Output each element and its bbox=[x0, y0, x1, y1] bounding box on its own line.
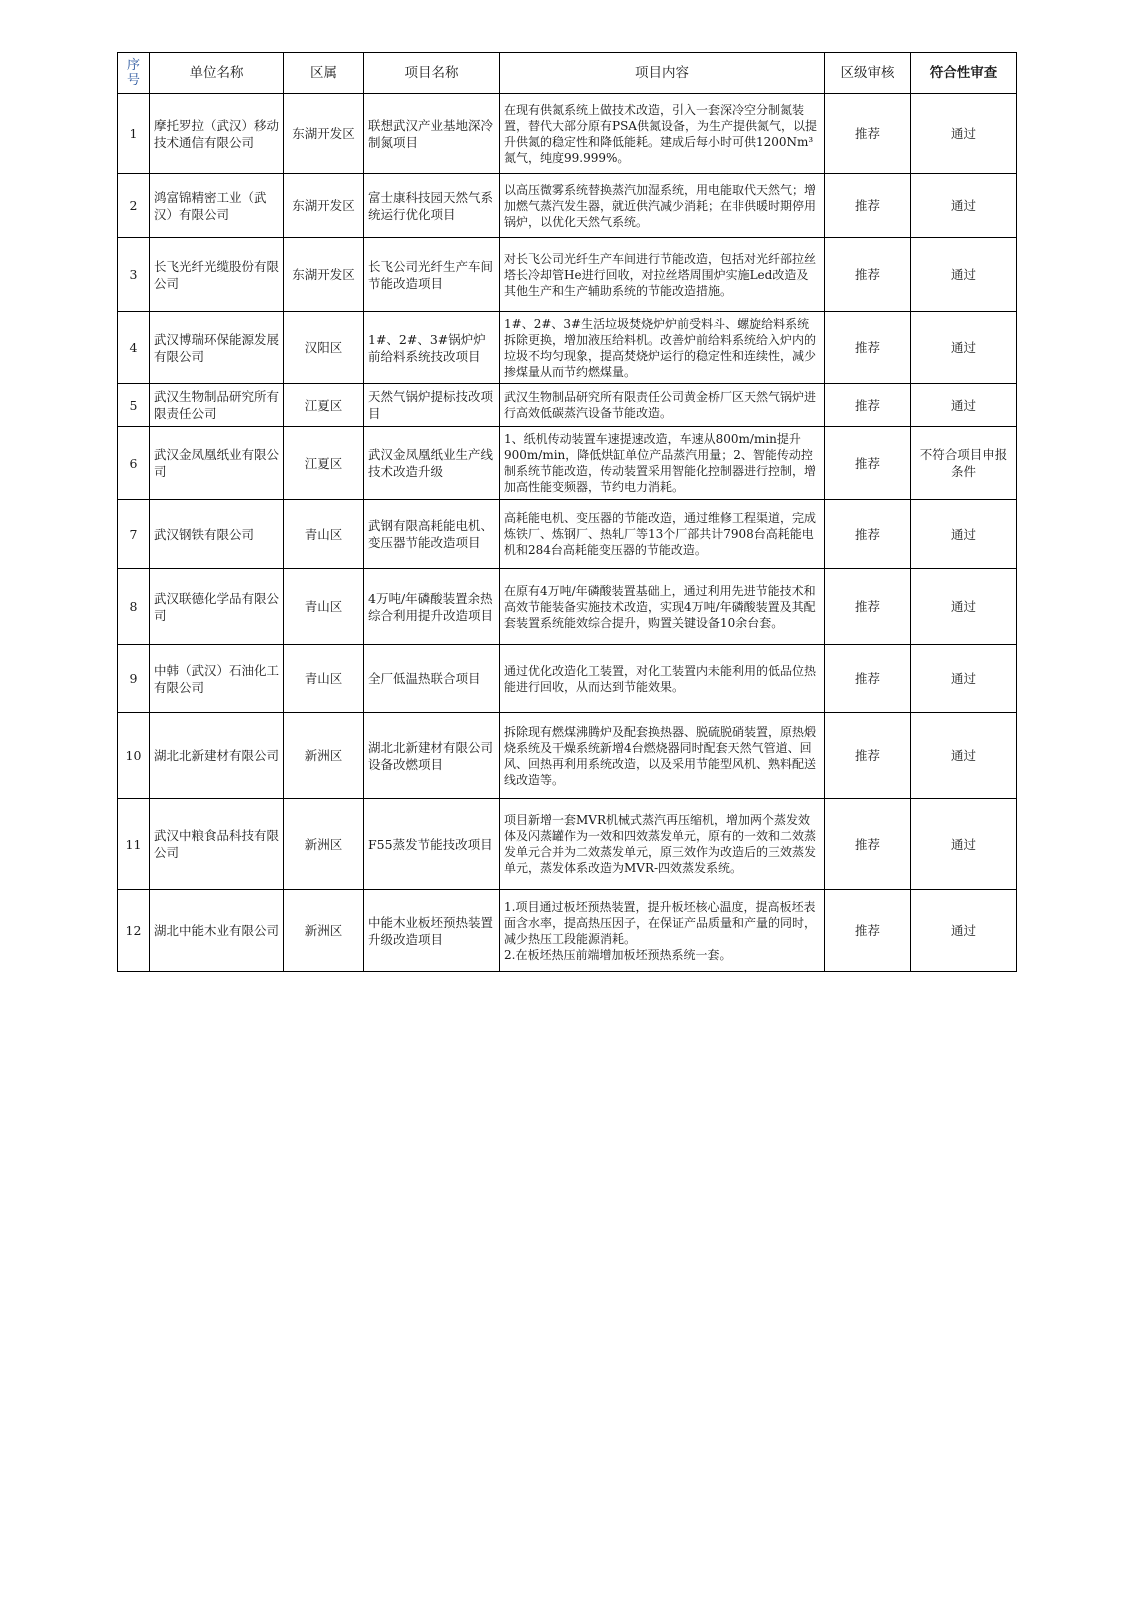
project-name: 1#、2#、3#锅炉炉前给料系统技改项目 bbox=[364, 312, 500, 384]
project-content: 1、纸机传动装置车速提速改造，车速从800m/min提升900m/min，降低烘缸单位产品蒸汽用量；2、智能传动控制系统节能改造，传动装置采用智能化控制器进行控制，增加高性能变频器，节约电力消耗。 bbox=[500, 427, 825, 500]
row-number: 4 bbox=[118, 312, 150, 384]
project-content: 对长飞公司光纤生产车间进行节能改造，包括对光纤部拉丝塔长冷却管He进行回收，对拉丝塔周围炉实施Led改造及其他生产和生产辅助系统的节能改造措施。 bbox=[500, 238, 825, 312]
compliance-result: 通过 bbox=[911, 94, 1017, 174]
table-row bbox=[118, 645, 1017, 713]
unit-name: 长飞光纤光缆股份有限公司 bbox=[150, 238, 284, 312]
compliance-result: 不符合项目申报条件 bbox=[911, 427, 1017, 500]
district-review: 推荐 bbox=[825, 174, 911, 238]
project-content: 武汉生物制品研究所有限责任公司黄金桥厂区天然气锅炉进行高效低碳蒸汽设备节能改造。 bbox=[500, 384, 825, 427]
project-content: 1.项目通过板坯预热装置，提升板坯核心温度，提高板坯表面含水率，提高热压因子，在保证产品质量和产量的同时，减少热压工段能源消耗。 2.在板坯热压前端增加板坯预热系统一套。 bbox=[500, 890, 825, 972]
unit-name: 武汉生物制品研究所有限责任公司 bbox=[150, 384, 284, 427]
district: 东湖开发区 bbox=[284, 174, 364, 238]
project-content: 通过优化改造化工装置，对化工装置内未能利用的低品位热能进行回收，从而达到节能效果。 bbox=[500, 645, 825, 713]
header-seq: 序号 bbox=[118, 53, 150, 94]
header-unit: 单位名称 bbox=[150, 53, 284, 94]
district: 青山区 bbox=[284, 645, 364, 713]
header-content: 项目内容 bbox=[500, 53, 825, 94]
table-row bbox=[118, 713, 1017, 799]
compliance-result: 通过 bbox=[911, 174, 1017, 238]
project-name: 全厂低温热联合项目 bbox=[364, 645, 500, 713]
row-number: 2 bbox=[118, 174, 150, 238]
district: 新洲区 bbox=[284, 890, 364, 972]
header-compliance-review: 符合性审查 bbox=[911, 53, 1017, 94]
project-name: 富士康科技园天然气系统运行优化项目 bbox=[364, 174, 500, 238]
unit-name: 武汉中粮食品科技有限公司 bbox=[150, 799, 284, 890]
project-content: 在原有4万吨/年磷酸装置基础上，通过利用先进节能技术和高效节能装备实施技术改造，实现4万吨/年磷酸装置及其配套装置系统能效综合提升，购置关键设备10余台套。 bbox=[500, 569, 825, 645]
project-table bbox=[117, 52, 1017, 972]
unit-name: 鸿富锦精密工业（武汉）有限公司 bbox=[150, 174, 284, 238]
district: 东湖开发区 bbox=[284, 238, 364, 312]
unit-name: 摩托罗拉（武汉）移动技术通信有限公司 bbox=[150, 94, 284, 174]
district-review: 推荐 bbox=[825, 713, 911, 799]
unit-name: 武汉金凤凰纸业有限公司 bbox=[150, 427, 284, 500]
district-review: 推荐 bbox=[825, 384, 911, 427]
district: 新洲区 bbox=[284, 799, 364, 890]
project-name: 长飞公司光纤生产车间节能改造项目 bbox=[364, 238, 500, 312]
district-review: 推荐 bbox=[825, 569, 911, 645]
project-name: 湖北北新建材有限公司设备改燃项目 bbox=[364, 713, 500, 799]
district: 青山区 bbox=[284, 500, 364, 569]
table-row bbox=[118, 174, 1017, 238]
row-number: 5 bbox=[118, 384, 150, 427]
district: 新洲区 bbox=[284, 713, 364, 799]
project-content: 项目新增一套MVR机械式蒸汽再压缩机，增加两个蒸发效体及闪蒸罐作为一效和四效蒸发单元，原有的一效和二效蒸发单元合并为二效蒸发单元，原三效作为改造后的三效蒸发单元，蒸发体系改造为MVR-四效蒸发系统。 bbox=[500, 799, 825, 890]
table-row bbox=[118, 312, 1017, 384]
district-review: 推荐 bbox=[825, 238, 911, 312]
row-number: 6 bbox=[118, 427, 150, 500]
district-review: 推荐 bbox=[825, 799, 911, 890]
table-body bbox=[118, 94, 1017, 972]
project-content: 高耗能电机、变压器的节能改造，通过维修工程渠道，完成炼铁厂、炼钢厂、热轧厂等13个厂部共计7908台高耗能电机和284台高耗能变压器的节能改造。 bbox=[500, 500, 825, 569]
compliance-result: 通过 bbox=[911, 799, 1017, 890]
unit-name: 武汉钢铁有限公司 bbox=[150, 500, 284, 569]
row-number: 11 bbox=[118, 799, 150, 890]
row-number: 12 bbox=[118, 890, 150, 972]
row-number: 8 bbox=[118, 569, 150, 645]
district: 青山区 bbox=[284, 569, 364, 645]
row-number: 3 bbox=[118, 238, 150, 312]
table-row bbox=[118, 799, 1017, 890]
project-name: 4万吨/年磷酸装置余热综合利用提升改造项目 bbox=[364, 569, 500, 645]
district-review: 推荐 bbox=[825, 645, 911, 713]
project-name: 武钢有限高耗能电机、变压器节能改造项目 bbox=[364, 500, 500, 569]
compliance-result: 通过 bbox=[911, 312, 1017, 384]
project-name: F55蒸发节能技改项目 bbox=[364, 799, 500, 890]
header-district-review: 区级审核 bbox=[825, 53, 911, 94]
table-row bbox=[118, 500, 1017, 569]
project-name: 天然气锅炉提标技改项目 bbox=[364, 384, 500, 427]
table-row bbox=[118, 890, 1017, 972]
district-review: 推荐 bbox=[825, 94, 911, 174]
row-number: 1 bbox=[118, 94, 150, 174]
compliance-result: 通过 bbox=[911, 500, 1017, 569]
row-number: 10 bbox=[118, 713, 150, 799]
compliance-result: 通过 bbox=[911, 890, 1017, 972]
project-name: 武汉金凤凰纸业生产线技术改造升级 bbox=[364, 427, 500, 500]
project-content: 1#、2#、3#生活垃圾焚烧炉炉前受料斗、螺旋给料系统拆除更换，增加液压给料机。改善炉前给料系统给入炉内的垃圾不均匀现象，提高焚烧炉运行的稳定性和连续性，减少掺煤量从而节约燃煤量。 bbox=[500, 312, 825, 384]
compliance-result: 通过 bbox=[911, 645, 1017, 713]
unit-name: 中韩（武汉）石油化工有限公司 bbox=[150, 645, 284, 713]
district: 东湖开发区 bbox=[284, 94, 364, 174]
district: 江夏区 bbox=[284, 427, 364, 500]
table-row bbox=[118, 427, 1017, 500]
table-row bbox=[118, 94, 1017, 174]
row-number: 9 bbox=[118, 645, 150, 713]
project-name: 中能木业板坯预热装置升级改造项目 bbox=[364, 890, 500, 972]
compliance-result: 通过 bbox=[911, 713, 1017, 799]
project-content: 以高压微雾系统替换蒸汽加湿系统，用电能取代天然气；增加燃气蒸汽发生器，就近供汽减少消耗；在非供暖时期停用锅炉，以优化天然气系统。 bbox=[500, 174, 825, 238]
unit-name: 湖北北新建材有限公司 bbox=[150, 713, 284, 799]
header-district: 区属 bbox=[284, 53, 364, 94]
project-content: 在现有供氮系统上做技术改造，引入一套深冷空分制氮装置，替代大部分原有PSA供氮设备，为生产提供氮气，以提升供氮的稳定性和降低能耗。建成后每小时可供1200Nm³氮气，纯度99.999%。 bbox=[500, 94, 825, 174]
project-content: 拆除现有燃煤沸腾炉及配套换热器、脱硫脱硝装置，原热煅烧系统及干燥系统新增4台燃烧器同时配套天然气管道、回风、回热再利用系统改造，以及采用节能型风机、熟料配送线改造等。 bbox=[500, 713, 825, 799]
table-row bbox=[118, 238, 1017, 312]
district: 江夏区 bbox=[284, 384, 364, 427]
compliance-result: 通过 bbox=[911, 384, 1017, 427]
unit-name: 武汉博瑞环保能源发展有限公司 bbox=[150, 312, 284, 384]
table-row bbox=[118, 569, 1017, 645]
district: 汉阳区 bbox=[284, 312, 364, 384]
unit-name: 武汉联德化学品有限公司 bbox=[150, 569, 284, 645]
table-row bbox=[118, 384, 1017, 427]
table-header-row bbox=[118, 53, 1017, 94]
header-project: 项目名称 bbox=[364, 53, 500, 94]
district-review: 推荐 bbox=[825, 890, 911, 972]
compliance-result: 通过 bbox=[911, 569, 1017, 645]
row-number: 7 bbox=[118, 500, 150, 569]
compliance-result: 通过 bbox=[911, 238, 1017, 312]
district-review: 推荐 bbox=[825, 312, 911, 384]
district-review: 推荐 bbox=[825, 500, 911, 569]
unit-name: 湖北中能木业有限公司 bbox=[150, 890, 284, 972]
project-name: 联想武汉产业基地深冷制氮项目 bbox=[364, 94, 500, 174]
district-review: 推荐 bbox=[825, 427, 911, 500]
